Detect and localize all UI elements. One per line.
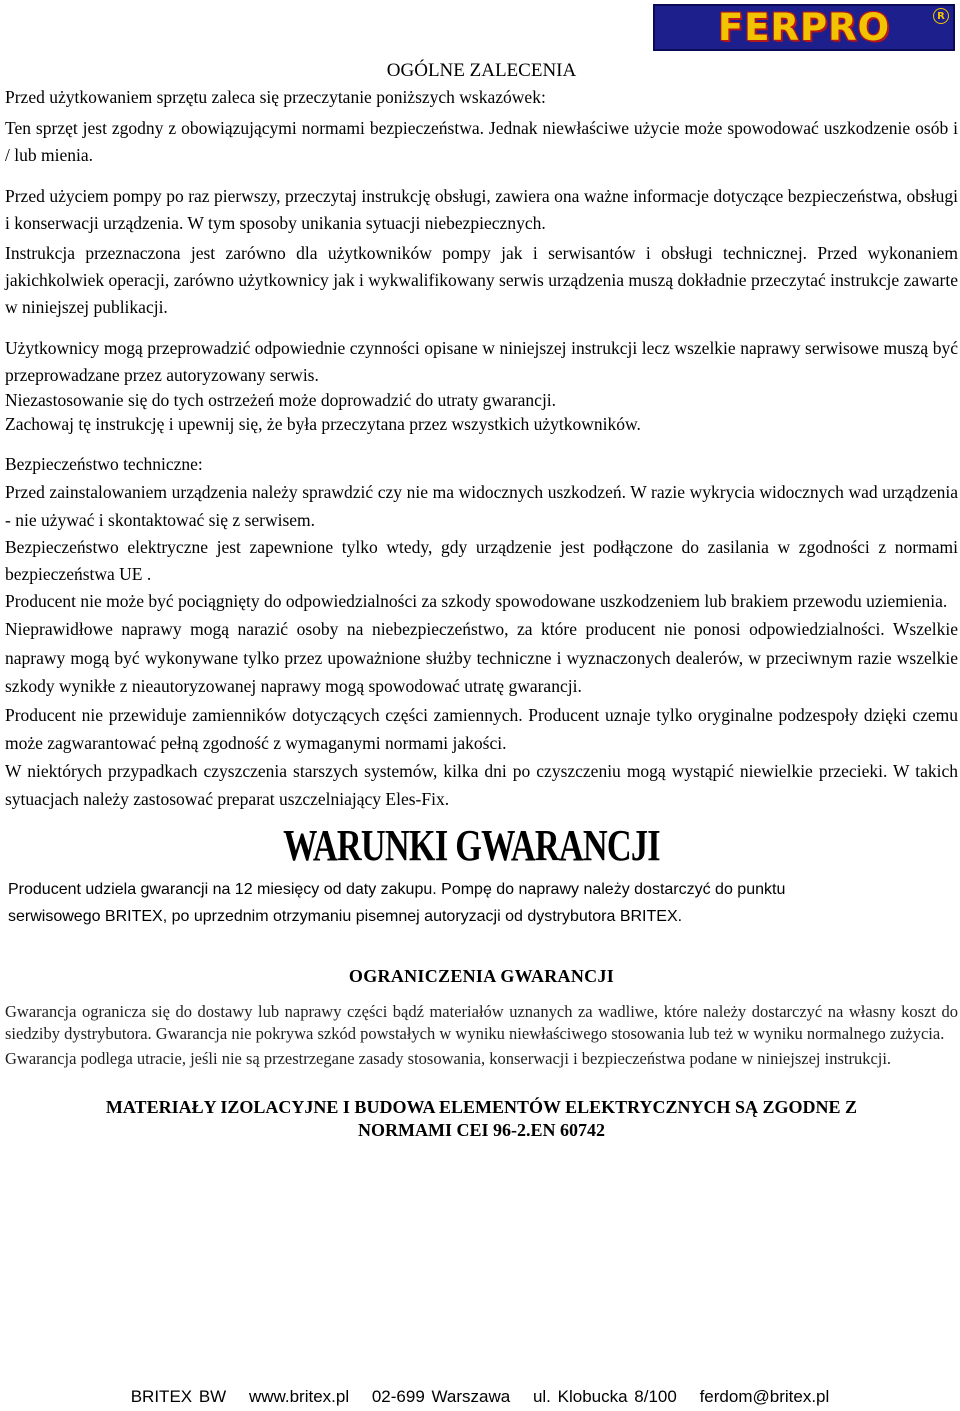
footer-website-link[interactable]: www.britex.pl [248, 1387, 350, 1406]
footer-email-link[interactable]: ferdom@britex.pl [699, 1387, 830, 1406]
materials-line-2: NORMAMI CEI 96-2.EN 60742 [358, 1120, 605, 1140]
general-intro: Przed użytkowaniem sprzętu zaleca się przeczytanie poniższych wskazówek: [5, 87, 546, 107]
technical-p3: Producent nie może być pociągnięty do odpowiedzialności za szkody spowodowane uszkodzeniem lub brakiem przewodu uziemienia. [5, 591, 948, 611]
limits-p1: Gwarancja ogranicza się do dostawy lub naprawy części bądź materiałów uznanych za wadliwe, które należy dostarczyć na własny koszt do siedziby dystrybutora. Gwarancja nie pokrywa szkód powstałych w wyniku niewłaściwego stosowania lub też w wyniku normalnego zużycia. [5, 1001, 958, 1043]
logo-text: FERPRO [717, 6, 891, 49]
general-p6: Zachowaj tę instrukcję i upewnij się, że była przeczytana przez wszystkich użytkowników. [5, 414, 641, 434]
registered-mark-icon: R [933, 8, 949, 24]
warranty-line-1: Producent udziela gwarancji na 12 miesięcy od daty zakupu. Pompę do naprawy należy dostarczyć do punktu [8, 880, 786, 898]
technical-p2: Bezpieczeństwo elektryczne jest zapewnione tylko wtedy, gdy urządzenie jest podłączone do zasilania w zgodności z normami bezpieczeństwa UE . [5, 537, 958, 584]
materials-note [5, 1096, 958, 1142]
warranty-title: WARUNKI GWARANCJI [283, 820, 660, 870]
technical-p4: Nieprawidłowe naprawy mogą narazić osoby na niebezpieczeństwo, za które producent nie ponosi odpowiedzialności. Wszelkie naprawy mogą być wykonywane tylko przez upoważnione służby techniczne i wyznaczonych dealerów, w przeciwnym razie wszelkie szkody wynikłe z nieautoryzowanej naprawy mogą spowodować utratę gwarancji. [5, 619, 958, 696]
materials-line-1: MATERIAŁY IZOLACYJNE I BUDOWA ELEMENTÓW ELEKTRYCZNYCH SĄ ZGODNE Z [105, 1097, 858, 1117]
general-p4: Użytkownicy mogą przeprowadzić odpowiednie czynności opisane w niniejszej instrukcji lecz wszelkie naprawy serwisowe muszą być przeprowadzane przez autoryzowany serwis. [5, 338, 958, 385]
general-p1: Ten sprzęt jest zgodny z obowiązującymi normami bezpieczeństwa. Jednak niewłaściwe użycie może spowodować uszkodzenie osób i / lub mienia. [5, 118, 958, 165]
ferpro-logo [653, 4, 955, 51]
footer-company: BRITEX BW [130, 1387, 227, 1406]
limits-title: OGRANICZENIA GWARANCJI [348, 965, 615, 986]
general-p2: Przed użyciem pompy po raz pierwszy, przeczytaj instrukcję obsługi, zawiera ona ważne informacje dotyczące bezpieczeństwa, obsługi i konserwacji urządzenia. W tym sposoby unikania sytuacji niebezpiecznych. [5, 186, 958, 233]
document-body [5, 58, 958, 1142]
general-title: OGÓLNE ZALECENIA [386, 60, 577, 81]
general-p5: Niezastosowanie się do tych ostrzeżeń może doprowadzić do utraty gwarancji. [5, 390, 557, 410]
technical-title: Bezpieczeństwo techniczne: [5, 454, 203, 474]
technical-p5: Producent nie przewiduje zamienników dotyczących części zamiennych. Producent uznaje tylko oryginalne podzespoły dzięki czemu może zagwarantować pełną zgodność z wymaganymi normami jakości. [5, 704, 958, 753]
footer-city: 02-699 Warszawa [371, 1387, 511, 1406]
footer-street: ul. Klobucka 8/100 [532, 1387, 677, 1406]
technical-p1: Przed zainstalowaniem urządzenia należy sprawdzić czy nie ma widocznych uszkodzeń. W razie wykrycia widocznych wad urządzenia - nie używać i skontaktować się z serwisem. [5, 482, 958, 530]
general-p3: Instrukcja przeznaczona jest zarówno dla użytkowników pompy jak i serwisantów i obsługi technicznej. Przed wykonaniem jakichkolwiek operacji, zarówno użytkownicy jak i wykwalifikowany serwis urządzenia muszą dokładnie przeczytać instrukcje zawarte w niniejszej publikacji. [5, 243, 958, 317]
warranty-line-2: serwisowego BRITEX, po uprzednim otrzymaniu pisemnej autoryzacji od dystrybutora BRITEX. [8, 907, 683, 925]
footer [0, 1387, 960, 1407]
limits-p2: Gwarancja podlega utracie, jeśli nie są przestrzegane zasady stosowania, konserwacji i bezpieczeństwa podane w niniejszej instrukcji. [5, 1048, 892, 1068]
technical-p6: W niektórych przypadkach czyszczenia starszych systemów, kilka dni po czyszczeniu mogą wystąpić niewielkie przecieki. W takich sytuacjach należy zastosować preparat uszczelniający Eles-Fix. [5, 760, 958, 809]
